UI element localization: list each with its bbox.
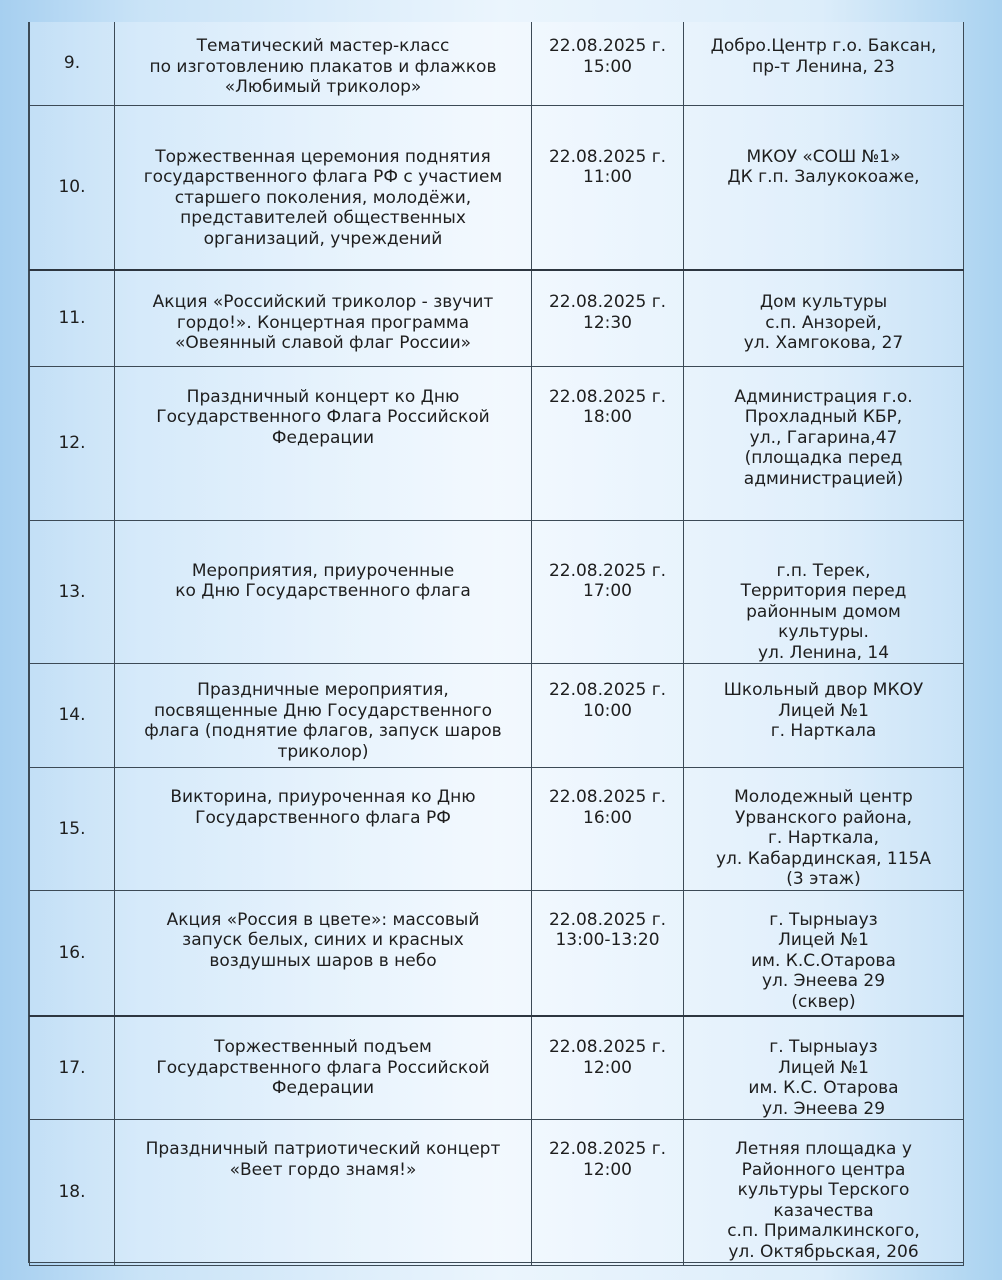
event-place-line: Лицей №1 bbox=[778, 930, 869, 950]
event-title-line: Государственного флага РФ bbox=[195, 807, 451, 828]
events-table bbox=[29, 22, 964, 1266]
event-place-line: Школьный двор МКОУ bbox=[723, 680, 924, 700]
event-datetime-cell bbox=[532, 1120, 684, 1266]
event-datetime-line: 22.08.2025 г. bbox=[548, 386, 667, 407]
event-title-cell bbox=[115, 890, 532, 1016]
event-place-line: ул. Кабардинская, 115А bbox=[716, 848, 931, 869]
event-title-line: Акция «Российский триколор - звучит bbox=[152, 292, 494, 312]
event-title-line: посвященные Дню Государственного bbox=[153, 700, 493, 721]
event-title-line: старшего поколения, молодёжи, bbox=[174, 187, 472, 208]
event-title-cell bbox=[115, 270, 532, 366]
event-datetime-line: 12:00 bbox=[583, 1057, 632, 1078]
event-place-line: г.п. Терек, bbox=[776, 560, 871, 581]
event-title-line: триколор) bbox=[277, 741, 369, 762]
event-place-line: ул. Ленина, 14 bbox=[757, 642, 890, 663]
event-datetime-cell bbox=[532, 22, 684, 105]
event-title-cell bbox=[115, 520, 532, 664]
event-number-cell bbox=[30, 768, 115, 891]
schedule-sheet bbox=[28, 22, 964, 1263]
event-title-line: по изготовлению плакатов и флажков bbox=[149, 56, 497, 77]
event-place-cell bbox=[684, 1120, 964, 1266]
table-row bbox=[30, 768, 964, 891]
event-place-line: Молодежный центр bbox=[734, 787, 913, 807]
event-title-line: Тематический мастер-класс bbox=[196, 36, 450, 56]
table-row bbox=[30, 664, 964, 768]
event-place-line: Летняя площадка у bbox=[735, 1139, 912, 1159]
event-datetime-cell bbox=[532, 1016, 684, 1120]
event-place-line: (3 этаж) bbox=[786, 869, 861, 889]
table-row bbox=[30, 270, 964, 366]
table-row bbox=[30, 520, 964, 664]
event-datetime-line: 22.08.2025 г. bbox=[548, 680, 667, 700]
event-number: 13. bbox=[58, 581, 86, 602]
event-title-line: Праздничный концерт ко Дню bbox=[186, 386, 460, 407]
event-datetime-line: 17:00 bbox=[583, 581, 632, 601]
event-place-line: ул., Гагарина,47 bbox=[749, 427, 898, 448]
event-datetime-line: 18:00 bbox=[583, 407, 632, 427]
event-datetime-line: 22.08.2025 г. bbox=[548, 146, 667, 167]
event-place-line: ул. Хамгокова, 27 bbox=[743, 333, 904, 353]
event-number: 17. bbox=[58, 1057, 86, 1078]
event-title-line: флага (поднятие флагов, запуск шаров bbox=[144, 721, 502, 741]
event-place-line: казачества bbox=[773, 1200, 874, 1221]
event-place-line: районным домом bbox=[746, 601, 901, 622]
event-title-line: Праздничный патриотический концерт bbox=[145, 1139, 501, 1159]
event-place-line: (сквер) bbox=[791, 991, 856, 1012]
event-place-line: г. Нарткала bbox=[770, 721, 877, 741]
event-place-line: Лицей №1 bbox=[778, 700, 869, 721]
event-title-line: Государственного Флага Российской bbox=[156, 407, 490, 427]
event-number-cell bbox=[30, 105, 115, 270]
event-number: 15. bbox=[58, 818, 86, 839]
table-row bbox=[30, 22, 964, 105]
event-place-cell bbox=[684, 664, 964, 768]
event-number-cell bbox=[30, 890, 115, 1016]
event-datetime-cell bbox=[532, 890, 684, 1016]
event-datetime-line: 22.08.2025 г. bbox=[548, 787, 667, 807]
event-place-line: МКОУ «СОШ №1» bbox=[746, 146, 901, 167]
event-datetime-cell bbox=[532, 664, 684, 768]
event-datetime-line: 22.08.2025 г. bbox=[548, 1037, 667, 1057]
event-datetime-line: 12:00 bbox=[583, 1159, 632, 1180]
event-datetime-line: 22.08.2025 г. bbox=[548, 292, 667, 312]
event-place-line: ДК г.п. Залукокоаже, bbox=[727, 167, 920, 187]
event-title-line: Торжественный подъем bbox=[214, 1037, 432, 1057]
event-title-line: воздушных шаров в небо bbox=[209, 950, 437, 971]
event-datetime-line: 11:00 bbox=[583, 167, 632, 187]
event-title-line: Праздничные мероприятия, bbox=[197, 680, 449, 700]
event-title-line: «Веет гордо знамя!» bbox=[229, 1159, 417, 1180]
event-title-line: Государственного флага Российской bbox=[156, 1057, 490, 1078]
event-place-line: администрацией) bbox=[743, 468, 904, 489]
event-title-cell bbox=[115, 1120, 532, 1266]
table-row bbox=[30, 1120, 964, 1266]
event-place-line: ул. Энеева 29 bbox=[761, 971, 886, 991]
event-number-cell bbox=[30, 366, 115, 520]
event-datetime-line: 10:00 bbox=[583, 700, 632, 721]
event-title-cell bbox=[115, 105, 532, 270]
event-title-cell bbox=[115, 1016, 532, 1120]
event-title-cell bbox=[115, 366, 532, 520]
event-title-line: организаций, учреждений bbox=[203, 228, 443, 249]
event-place-cell bbox=[684, 890, 964, 1016]
event-place-cell bbox=[684, 22, 964, 105]
event-datetime-line: 12:30 bbox=[583, 312, 632, 333]
event-datetime-line: 22.08.2025 г. bbox=[548, 909, 667, 930]
event-place-line: им. К.С.Отарова bbox=[751, 950, 896, 971]
event-place-line: Территория перед bbox=[740, 581, 907, 601]
event-place-line: культуры Терского bbox=[737, 1180, 910, 1200]
event-place-line: с.п. Прималкинского, bbox=[727, 1221, 920, 1241]
event-number: 12. bbox=[58, 432, 86, 453]
event-place-line: Добро.Центр г.о. Баксан, bbox=[710, 36, 937, 56]
event-place-line: Прохладный КБР, bbox=[744, 407, 903, 427]
event-title-line: Акция «Россия в цвете»: массовый bbox=[166, 909, 480, 930]
event-datetime-line: 22.08.2025 г. bbox=[548, 1139, 667, 1159]
event-datetime-cell bbox=[532, 520, 684, 664]
event-number: 9. bbox=[63, 53, 81, 73]
event-place-line: (площадка перед bbox=[744, 448, 903, 468]
event-datetime-line: 15:00 bbox=[583, 56, 632, 77]
event-datetime-cell bbox=[532, 768, 684, 891]
table-row bbox=[30, 105, 964, 270]
event-title-cell bbox=[115, 768, 532, 891]
event-title-line: представителей общественных bbox=[180, 208, 466, 228]
event-place-cell bbox=[684, 1016, 964, 1120]
event-datetime-line: 13:00-13:20 bbox=[555, 930, 660, 950]
event-place-line: г. Тырныауз bbox=[769, 909, 878, 930]
event-place-line: г. Нарткала, bbox=[767, 828, 879, 848]
event-number-cell bbox=[30, 1120, 115, 1266]
event-place-line: Лицей №1 bbox=[778, 1057, 869, 1078]
table-row bbox=[30, 1016, 964, 1120]
event-datetime-line: 22.08.2025 г. bbox=[548, 36, 667, 56]
event-place-line: культуры. bbox=[778, 622, 869, 642]
event-title-line: Викторина, приуроченная ко Дню bbox=[170, 787, 476, 807]
event-number: 14. bbox=[58, 705, 86, 726]
event-number: 11. bbox=[58, 308, 86, 328]
event-datetime-cell bbox=[532, 366, 684, 520]
event-place-line: Администрация г.о. bbox=[734, 386, 913, 407]
event-place-line: с.п. Анзорей, bbox=[765, 312, 882, 333]
event-title-line: Торжественная церемония поднятия bbox=[155, 146, 491, 167]
event-place-line: Районного центра bbox=[741, 1159, 906, 1180]
event-number-cell bbox=[30, 22, 115, 105]
event-place-line: им. К.С. Отарова bbox=[748, 1078, 899, 1098]
event-title-line: Федерации bbox=[271, 1078, 375, 1098]
event-title-cell bbox=[115, 22, 532, 105]
event-title-cell bbox=[115, 664, 532, 768]
table-row bbox=[30, 890, 964, 1016]
event-place-line: Дом культуры bbox=[759, 292, 888, 312]
event-place-line: Урванского района, bbox=[734, 807, 913, 828]
event-place-cell bbox=[684, 366, 964, 520]
event-title-line: запуск белых, синих и красных bbox=[182, 930, 464, 950]
event-place-cell bbox=[684, 270, 964, 366]
event-title-line: «Любимый триколор» bbox=[224, 77, 422, 97]
event-number: 16. bbox=[58, 942, 86, 963]
event-datetime-line: 16:00 bbox=[583, 807, 632, 828]
event-number-cell bbox=[30, 1016, 115, 1120]
event-place-cell bbox=[684, 105, 964, 270]
event-title-line: ко Дню Государственного флага bbox=[175, 581, 471, 601]
event-place-line: ул. Октябрьская, 206 bbox=[728, 1241, 919, 1262]
event-place-cell bbox=[684, 768, 964, 891]
event-number: 10. bbox=[58, 177, 86, 197]
event-number: 18. bbox=[58, 1182, 86, 1203]
event-title-line: государственного флага РФ с участием bbox=[143, 167, 503, 187]
event-number-cell bbox=[30, 520, 115, 664]
event-place-line: ул. Энеева 29 bbox=[761, 1098, 886, 1119]
event-title-line: Федерации bbox=[271, 427, 375, 448]
event-place-line: г. Тырныауз bbox=[769, 1037, 878, 1057]
event-number-cell bbox=[30, 664, 115, 768]
event-place-cell bbox=[684, 520, 964, 664]
event-title-line: Мероприятия, приуроченные bbox=[191, 560, 455, 581]
event-title-line: «Овеянный славой флаг России» bbox=[174, 333, 472, 353]
event-datetime-line: 22.08.2025 г. bbox=[548, 560, 667, 581]
event-datetime-cell bbox=[532, 105, 684, 270]
event-datetime-cell bbox=[532, 270, 684, 366]
event-place-line: пр-т Ленина, 23 bbox=[752, 56, 895, 77]
table-row bbox=[30, 366, 964, 520]
event-title-line: гордо!». Концертная программа bbox=[176, 312, 470, 333]
event-number-cell bbox=[30, 270, 115, 366]
